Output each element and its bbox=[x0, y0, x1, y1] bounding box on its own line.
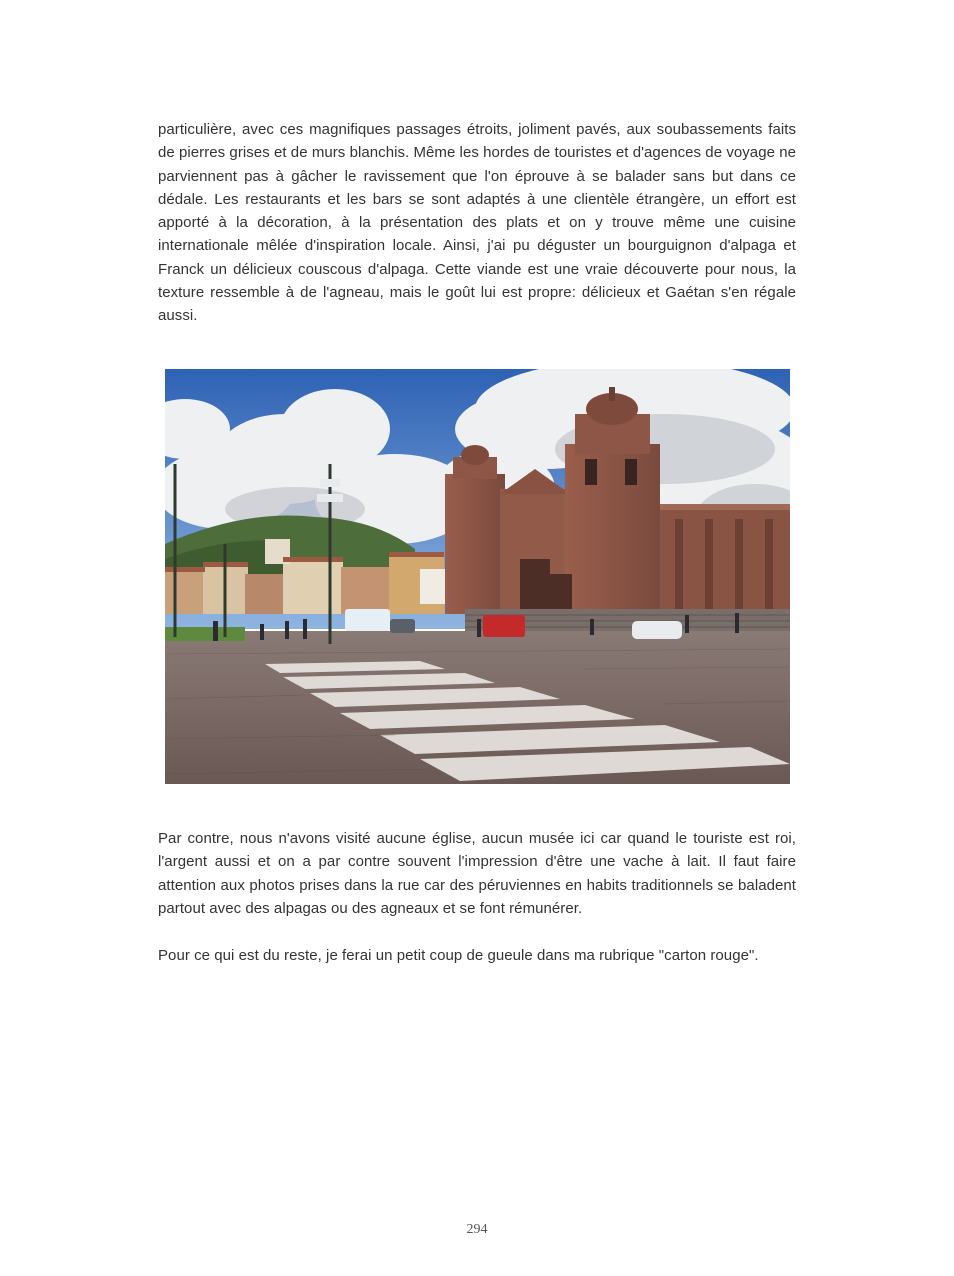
page-number: 294 bbox=[466, 1222, 488, 1237]
body-paragraph-2: Par contre, nous n'avons visité aucune église, aucun musée ici car quand le touriste est roi, l'argent aussi et on a par contre souvent l'impression d'être une vache à lait. Il faut faire attention aux photos prises dans la rue car des péruviennes en habits traditionnels se baladent partout avec des alpagas ou des agneaux et se font rémunérer. bbox=[158, 830, 796, 917]
body-paragraph-3: Pour ce qui est du reste, je ferai un petit coup de gueule dans ma rubrique "carton rouge". bbox=[158, 947, 759, 964]
cathedral-plaza-photo bbox=[165, 369, 790, 784]
body-paragraph-1: particulière, avec ces magnifiques passages étroits, joliment pavés, aux soubassements faits de pierres grises et de murs blanchis. Même les hordes de touristes et d'agences de voyage ne parviennent pas à gâcher le ravissement que l'on éprouve à se balader sans but dans ce dédale. Les restaurants et les bars se sont adaptés à une clientèle étrangère, un effort est apporté à la décoration, à la présentation des plats et on y trouve même une cuisine internationale mêlée d'inspiration locale. Ainsi, j'ai pu déguster un bourguignon d'alpaga et Franck un délicieux couscous d'alpaga. Cette viande est une vraie découverte pour nous, la texture ressemble à de l'agneau, mais le goût lui est propre: délicieux et Gaétan s'en régale aussi. bbox=[158, 121, 796, 325]
